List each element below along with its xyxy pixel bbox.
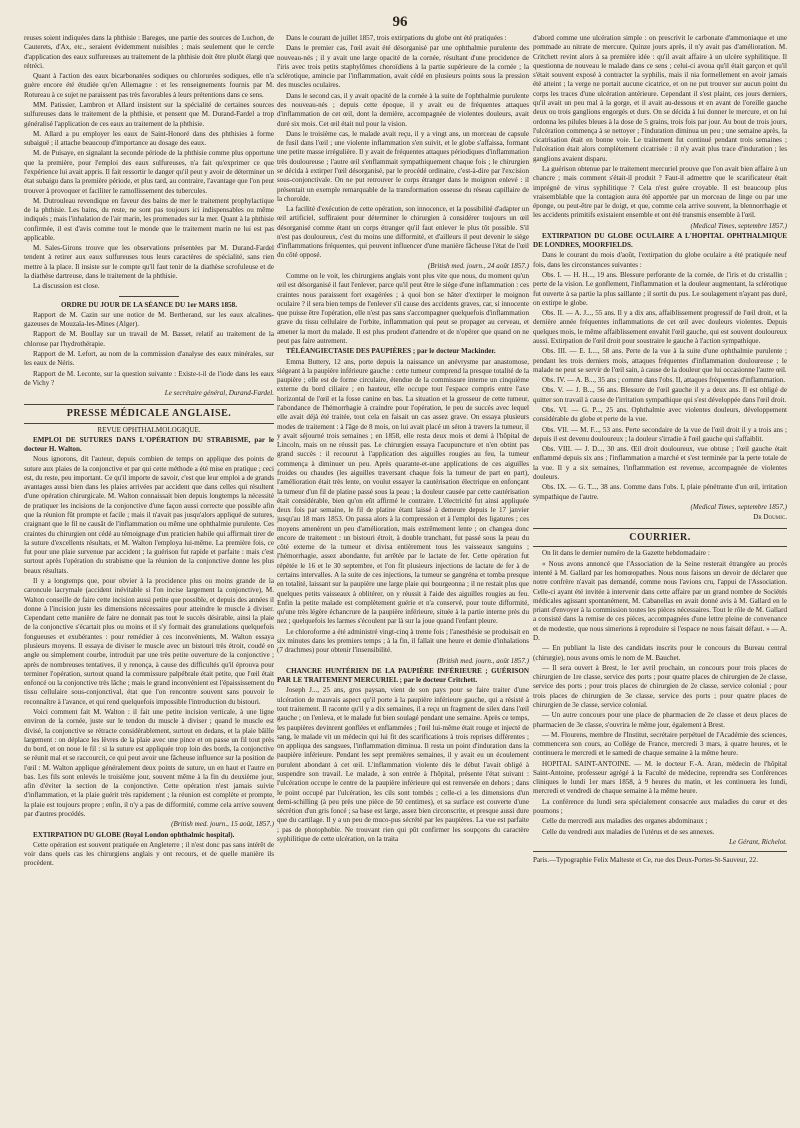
paragraph: Celle du mercredi aux maladies des organes abdominaux ; [542, 817, 708, 826]
paragraph: La facilité d'exécution de cette opération, son innocence, et la possibilité d'adapter un œil artificiel, suffiraient pour déterminer le chirurgien à considérer toujours un œil désorganisé comme étant un corps étranger qu'il faut enlever le plus tôt possible. S'il n'est pas douloureux, c'est du moins une difformité, et d'ailleurs il peut devenir le siège d'inflammations fréquentes, qui peuvent influencer d'une manière fâcheuse l'état de l'œil du côté opposé. [277, 205, 529, 260]
paragraph: M. Allard a pu employer les eaux de Saint-Honoré dans des phthisies à forme subaiguë ; il attache beaucoup d'importance au dosage des eaux. [24, 129, 274, 148]
signature: Dr Doumic. [753, 513, 787, 522]
article-heading: EXTIRPATION DU GLOBE OCULAIRE A L'HOPITAL OPHTHALMIQUE DE LONDRES, MOORFIELDS. [533, 231, 787, 250]
paragraph: M. Sales-Girons trouve que les observations présentées par M. Durand-Fardel tendent à retirer aux eaux sulfureuses tous leurs caractères de spécialité, sans rien mettre à la place. Il insiste sur le compte qu'il faut tenir de la diathèse scrofuleuse et de la diathèse dartreuse, dans le traitement de la phthisie. [24, 244, 274, 281]
paragraph: — Un autre concours pour une place de pharmacien de 2e classe et deux places de pharmacien de 3e classe, s'ouvrira le même jour, également à Brest. [533, 711, 787, 729]
citation: (Medical Times, septembre 1857.) [690, 221, 787, 230]
paragraph: La discussion est close. [33, 282, 100, 291]
divider [533, 851, 787, 852]
paragraph: — Il sera ouvert à Brest, le 1er avril prochain, un concours pour trois places de chirurgien de 1re classe, service des ports ; pour quatre places de chirurgien de 2e classe, service des ports ; pour trois places de chirurgien de 2e classe, service colonial ; pour trois places de chirurgien de 3e classe, service des ports ; pour quatre places de chirurgien de 3e classe, service colonial. [533, 663, 787, 709]
observation: Obs. VI. — G. P..., 25 ans. Ophthalmie avec violentes douleurs, développement considérable du globe et perte de la vue. [533, 405, 787, 424]
page-number: 96 [392, 14, 408, 30]
gerant-signature: Le Gérant, Richelot. [729, 837, 787, 846]
paragraph: Il y a longtemps que, pour obvier à la procidence plus ou moins grande de la caroncule lacrymale (accident inévitable si l'on incise largement la conjonctive), M. Walton conseille de faire cette incision aussi petite que possible, et depuis des années il donne à l'incision juste les dimensions nécessaires pour atteindre le muscle à diviser. Cependant cette manière de faire ne donnait pas tout le succès désirable, ainsi la plaie de la conjonctive s'écartait plus ou moins et il s'y formait des granulations quelquefois fongueuses et exubérantes : pour remédier à ces inconvénients, M. Walton essaya plusieurs moyens. Il essaya de diviser le muscle avec un bistouri très étroit, coudé en angle ou simplement courbe, introduit par une très petite ouverture de la conjonctive ; après de nombreuses tentatives, il y renonça, à cause des difficultés qu'il éprouva pour terminer l'opération, surtout quand la commissure palpébrale était petite, que l'œil était enfoncé ou la conjonctive très lâche ; mais le grand inconvénient est l'épaississement du tissu cellulaire sous-conjonctival, état que l'on rencontre souvent sans pouvoir le reconnaître à l'avance, et qui rend quelquefois impossible l'introduction du bistouri. [24, 577, 274, 706]
paragraph: Quant à l'action des eaux bicarbonatées sodiques ou chlorurées sodiques, elle n'a guère encore été étudiée qu'en Allemagne : et les renseignements fournis par M. Rotureau à ce sujet ne paraissent pas très favorables à leurs prétentions dans ce sens. [24, 72, 274, 99]
article-heading: TÉLÉANGIECTASIE DES PAUPIÈRES ; par le docteur Mackinder. [286, 347, 496, 356]
paragraph: Dans le troisième cas, le malade avait reçu, il y a vingt ans, un morceau de capsule de fusil dans l'œil ; une violente inflammation s'en suivit, et le globe s'affaissa, formant une petite masse irrégulière. Il y avait de fréquentes attaques périodiques d'inflammation très douloureuse ; l'autre œil s'enflammait sympathiquement chaque fois ; le chirurgien se décida à extirper l'œil désorganisé, par le procédé ordinaire, c'est-à-dire par l'excision sous-conjonctivale. On ne put retrouver le corps étranger dans le moignon enlevé : il présentait un exemple remarquable de la transformation osseuse du réseau capillaire de la choroïde. [277, 129, 529, 203]
paragraph: Dans le courant de juillet 1857, trois extirpations du globe ont été pratiquées : [286, 34, 507, 42]
paragraph: Dans le second cas, il y avait opacité de la cornée à la suite de l'ophthalmie purulente des nouveau-nés ; depuis cette époque, il y avait eu de fréquentes attaques d'inflammation de cet œil, dont la dernière, accompagnée de violentes douleurs, avait duré six mois. Cet œil était nul pour la vision. [277, 91, 529, 128]
citation: (British med. journ., 15 août, 1857.) [171, 820, 274, 829]
column-left [24, 34, 274, 1114]
imprint: Paris.—Typographie Felix Malteste et Ce, rue des Deux-Portes-St-Sauveur, 22. [533, 856, 758, 865]
article-heading: EMPLOI DE SUTURES DANS L'OPÉRATION DU STRABISME, par le docteur H. Walton. [24, 435, 274, 454]
paragraph: M. de Puisaye, en signalant la seconde période de la phthisie comme plus opportune que la première, pour l'emploi des eaux sulfureuses, n'a fait qu'exprimer ce que l'expérience lui avait appris. Il fait ressortir le danger qu'il peut y avoir de déterminer un état subaigu dans la première période, et plus tard, au contraire, l'avantage que l'on peut trouver à provoquer et faciliter le ramollissement des tubercules. [24, 149, 274, 195]
section-title: COURRIER. [533, 528, 787, 547]
divider [119, 296, 179, 297]
paragraph: La guérison obtenue par le traitement mercuriel prouve que l'on avait bien affaire à un chancre ; mais comment s'était-il produit ? Faut-il admettre que le scarificateur était imprégné de virus syphilitique ? Cela n'est guère croyable. Il est beaucoup plus vraisemblable que la contagion aura été apportée par un morceau de linge ou par une éponge, ou peut-être par le doigt, et que, comme cela arrive souvent, la blennorrhagie et les accidents primitifs existaient ensemble et ont été transmis ensemble à l'œil. [533, 164, 787, 220]
paragraph: reuses soient indiquées dans la phthisie : Bareges, une partie des sources de Luchon, de Cauterets, d'Ax, etc., seraient évidemment nuisibles ; mais seulement que le cercle d'application des eaux sulfureuses au traitement de la phthisie doit être plutôt élargi que rétréci. [24, 34, 274, 70]
observation: Obs. I. — H. H..., 19 ans. Blessure perforante de la cornée, de l'iris et du cristallin ; perte de la vision. Le gonflement, l'inflammation et la douleur augmentant, la sclérotique fut ouverte à sa partie la plus saillante ; il sortit du pus. Le soulagement n'ayant pas duré, on extirpe le globe. [533, 271, 787, 307]
paragraph: HOPITAL SAINT-ANTOINE. — M. le docteur F.-A. Aran, médecin de l'hôpital Saint-Antoine, professeur agrégé à la Faculté de médecine, reprendra ses Conférences cliniques le lundi 1er mars 1858, à 9 heures du matin, et les continuera les lundi, mercredi et vendredi de chaque semaine à la même heure. [533, 759, 787, 796]
paragraph: Nous ignorons, dit l'auteur, depuis combien de temps on applique des points de suture aux plaies de la conjonctive et par qui cette méthode a été mise en pratique ; ceci est, du reste, peu important. Ce qu'il importe de savoir, c'est que leur emploi a de grands avantages aussi bien dans les plaies arrivées par accident que dans celles qui résultent d'une opération chirurgicale. M. Walton connaissait bien depuis longtemps la nécessité de pratiquer les incisions de la conjonctive d'une façon aussi correcte que possible afin que la réunion fût prompte et facile ; mais il n'avait pas jusqu'alors appliqué de sutures, craignant que le fil ne causât de l'inflammation ou même une ophthalmie purulente. Ces craintes du chirurgien ont cédé au témoignage d'un praticien habile qui affirmait tirer de la suture d'excellents résultats, et M. Walton l'employa lui-même. La première fois, ce fut pour une plaie survenue par accident ; la guérison fut rapide et parfaite : mais c'est surtout après l'opération du strabisme que la réunion de la conjonctive donne les plus beaux résultats. [24, 455, 274, 575]
paragraph: « Nous avons annoncé que l'Association de la Seine resterait étrangère au procès intenté à M. Gallard par les homœopathes. Nous nous faisons un devoir de déclarer que notre confrère n'avait pas demandé, comme nous l'avions cru, l'appui de l'Association. Celle-ci ayant été invitée à intervenir dans cette affaire par un grand nombre de Sociétés médicales agissant spontanément, M. Cabanellas en avait donné avis à M. Gallard en le priant d'envoyer à la commission toutes les pièces nécessaires. Tout le rôle de M. Gallard a consisté dans la remise de ces pièces, accompagnées d'une lettre pleine de convenance et de modestie, que nous simerions à reproduire si l'espace ne nous faisait défaut. » — A. D. [533, 559, 787, 642]
citation: (Medical Times, septembre 1857.) [690, 502, 787, 511]
observation: Obs. VII. — M. F..., 53 ans. Perte secondaire de la vue de l'œil droit il y a trois ans ; depuis il est devenu douloureux ; la douleur s'irradie à l'œil gauche qui s'affaiblit. [533, 425, 787, 443]
agenda-heading: ORDRE DU JOUR DE LA SÉANCE DU 1er MARS 1858. [60, 300, 238, 309]
observation: Obs. V. — J. B..., 56 ans. Blessure de l'œil gauche il y a deux ans. Il est obligé de quitter son travail à cause de l'irritation sympathique qui s'est développée dans l'œil droit. [533, 386, 787, 404]
paragraph: Cette opération est souvent pratiquée en Angleterre ; il n'est donc pas sans intérêt de voir dans quels cas les chirurgiens anglais y ont recours, et de quelle manière ils procèdent. [24, 840, 274, 868]
agenda-item: Rapport de M. Cazin sur une notice de M. Bertherand, sur les eaux alcalines-gazeuses de Mouzaïa-les-Mines (Alger). [24, 310, 274, 329]
article-heading: EXTIRPATION DU GLOBE (Royal London ophthalmic hospital). [33, 830, 235, 839]
observation: Obs. VIII. — J. D..., 30 ans. Œil droit douloureux, vue obtuse ; l'œil gauche était enflammé depuis six ans ; l'inflammation a marché et s'est terminée par la perte totale de la vue. Il y a six semaines, l'inflammation est revenue, accompagnée de violentes douleurs. [533, 445, 787, 481]
agenda-item: Rapport de M. Lefort, au nom de la commission d'analyse des eaux minérales, sur les eaux de Néris. [24, 350, 274, 368]
subsection-title: REVUE OPHTHALMOLOGIQUE. [97, 425, 201, 434]
observation: Obs. II. — A. J..., 55 ans. Il y a dix ans, affaiblissement progressif de l'œil droit, et la dernière année fréquentes inflammations de cet œil avec douleurs violentes. Depuis quelques mois, le même affaiblissement envahit l'œil gauche, qui est souvent douloureux aussi. Extirpation de l'œil droit pour soustraire le gauche à l'action sympathique. [533, 309, 787, 345]
paragraph: Dans le premier cas, l'œil avait été désorganisé par une ophthalmie purulente des nouveau-nés ; il y avait une large opacité de la cornée, résultant d'une procidence de l'iris avec trois petits staphylômes choroïdiens à la partie supérieure de la cornée ; la sclérotique, amincie par l'inflammation, avait cédé en plusieurs points sous la pression des muscles oculaires. [277, 44, 529, 90]
paragraph: MM. Patissier, Lambron et Allard insistent sur la spécialité de certaines sources sulfureuses dans le traitement de la phthisie, et pensent que M. Durand-Fardel a trop généralisé l'application de ces eaux au traitement de la phthisie. [24, 100, 274, 128]
article-heading: CHANCRE HUNTÉRIEN DE LA PAUPIÈRE INFÉRIEURE ; GUÉRISON PAR LE TRAITEMENT MERCURIEL ; par le docteur Critchett. [277, 666, 529, 685]
paragraph: M. Dutrouleau revendique en faveur des bains de mer le traitement prophylactique de la phthisie. Les bains, du reste, ne sont pas toujours ici indispensables ou même indiqués ; mais l'inhalation de l'air marin, les promenades sur la mer. Quant à la phthisie confirmée, il est d'avis comme tout le monde que le traitement marin ne lui est pas applicable. [24, 196, 274, 242]
column-right [533, 34, 787, 1114]
observation: Obs. IX. — G. T..., 38 ans. Comme dans l'obs. I, plaie pénétrante d'un œil, irritation sympathique de l'autre. [533, 483, 787, 501]
paragraph: — En publiant la liste des candidats inscrits pour le concours du Bureau central (chirurgie), nous avons omis le nom de M. Bauchet. [533, 644, 787, 662]
agenda-item: Rapport de M. Leconte, sur la question suivante : Existe-t-il de l'iode dans les eaux de Vichy ? [24, 369, 274, 387]
paragraph: — M. Flourens, membre de l'Institut, secrétaire perpétuel de l'Académie des sciences, commencera son cours, au Collége de France, mercredi 3 mars, à quatre heures, et le continuera le mercredi et le samedi de chaque semaine à la même heure. [533, 730, 787, 758]
paragraph: Dans le courant du mois d'août, l'extirpation du globe oculaire a été pratiquée neuf fois, dans les circonstances suivantes : [533, 251, 787, 269]
section-title: PRESSE MÉDICALE ANGLAISE. [24, 404, 274, 423]
paragraph: d'abord comme une ulcération simple : on prescrivit le carbonate d'ammoniaque et une pommade au nitrate de mercure. Quinze jours après, il n'y avait pas d'amélioration. M. Critchett revint alors à sa première idée : qu'il avait affaire à un ulcère syphilitique. Il questionna de nouveau le malade dans ce sens ; celui-ci avoua qu'il était garçon et qu'il s'était souvent exposé à contracter la syphilis, mais il nia formellement en avoir jamais été atteint ; la verge ne portait aucune cicatrice, et on ne put trouver sur aucun point du corps les traces d'une ulcération antérieure. Cependant il s'est plaint, ces jours derniers, qu'il avait un peu mal à la gorge, et il avait au-dessous et en avant de l'oreille gauche deux ou trois ganglions engorgés et durs. On se décida à lui donner le mercure, et on lui ordonna les pilules bleues à la dose de 5 grains, trois fois par jour. Au bout de trois jours, l'ulcération commença à se nettoyer ; l'induration diminua un peu ; une semaine après, la cicatrisation était en bonne voie. Le traitement fut continué pendant trois semaines ; l'ulcération était alors complètement cicatrisée : il n'y avait plus trace d'induration ; les ganglions avaient disparu. [533, 34, 787, 163]
paragraph: Joseph J..., 25 ans, gros paysan, vient de son pays pour se faire traiter d'une ulcération de mauvais aspect qu'il porte à la paupière inférieure gauche, qui a résisté à tout traitement. Il raconte qu'il y a dix semaines, il a reçu un fragment de silex dans l'œil gauche ; on l'enleva, et le malade fut bien soulagé pendant une semaine. Après ce temps, les paupières devinrent gonflées et enflammées ; l'œil lui-même était rouge et injecté de sang, le malade vit un médecin qui lui fit des scarifications à trois reprises différentes ; on appliqua des sangsues, l'inflammation diminua. Il resta un point d'induration dans la paupière inférieure. Pendant les sept premières semaines, il y avait eu un écoulement purulent abondant à cet œil. L'inflammation violente dès le début l'avait obligé à suspendre son travail. Le malade, à son entrée à l'hôpital, présente l'état suivant : l'ulcération occupe le centre de la paupière inférieure qui est renversée en dehors ; dans le point occupé par l'ulcération, les cils sont tombés ; celle-ci a les dimensions d'un demi-schilling (à peu près une pièce de 50 centimes), et sa surface est couverte d'une sécrétion d'un gris foncé ; sa base est large, assez bien circonscrite, et presque aussi dure que du cartilage. Il y a un peu de muco-pus sécrété par les paupières. La vue est parfaite ; pas de photophobie. Ne trouvant rien qui pût confirmer les soupçons du caractère syphilitique de cette ulcération, on la traita [277, 686, 529, 843]
signature: Le secrétaire général, Durand-Fardel. [164, 389, 274, 398]
paragraph: Celle du vendredi aux maladies de l'utérus et de ses annexes. [542, 827, 715, 836]
observation: Obs. IV. — A. B..., 35 ans ; comme dans l'obs. II, attaques fréquentes d'inflammation. [542, 376, 786, 385]
paragraph: Emma Buttery, 12 ans, porte depuis la naissance un anévrysme par anastomose, siégeant à la paupière inférieure gauche : cette tumeur comprend la presque totalité de la paupière ; elle est de forme circulaire, étendue de la commissure interne un cinquième externe du bord ciliaire ; en hauteur, elle occupe tout l'espace compris entre l'axe horizontal de l'œil et la fosse canine en bas. La situation et la grosseur de cette tumeur, l'abondance de l'hémorrhagie à craindre pour l'opération, le peu de succès avec lequel elle avait déjà été traitée, tout cela en faisait un cas assez grave. On essaya plusieurs modes de traitement : à l'âge de 8 mois, on lui avait placé un séton à travers la tumeur, il y avait séjourné trois semaines ; en 1858, elle resta deux mois et demi à l'hôpital de Lincoln, mais on ne réussit pas. Le chirurgien essaya l'acupuncture et n'en obtint pas grand succès : il recourut à l'application des aiguilles rougies au feu, la tumeur commença à diminuer un peu. Après quarante-et-une applications de ces aiguilles froides ou chaudes (les aiguilles traversant chaque fois la tumeur de part en part), l'amélioration était très lente, on voulut essayer la cautérisation électrique en enfonçant la tumeur d'un fil de platine passé sous la peau ; la douleur causée par cette cautérisation était considérable, bien qu'on eût affirmé le contraire. L'électricité fut ainsi appliquée deux fois par semaine, le fil de platine étant laissé à demeure depuis le 17 janvier jusqu'au 18 mars 1853. On passa alors à la compression et à l'emploi des ligatures ; ces moyens amenèrent un peu d'amélioration, mais extrêmement lente ; on changea donc encore de traitement : un bistouri étroit, à double tranchant, fut passé sous la peau du côté externe de la tumeur et divisa entièrement tous les vaisseaux sanguins ; l'hémorrhagie, assez abondante, fut arrêtée par le lactate de fer. Cette opération fut répétée le 16 et le 30 septembre, et l'on fit plusieurs injections de lactate de fer à de certains intervalles. A la suite de ces injections, la tumeur se gangréna et tomba presque en totalité, laissant sur la paupière une large plaie qui bourgeonna ; il ne restait plus que quelques petits vaisseaux à oblitérer, on y réussit à l'aide des aiguilles rougies au feu. Enfin la petite malade est complètement guérie et n'a conservé, pour toute difformité, qu'une très légère échancrure de la paupière inférieure, située à la partie interne près du nez ; quelquefois les larmes s'écoulent par là sur la joue quand l'enfant pleure. [277, 357, 529, 626]
citation: (British med. journ., 24 août 1857.) [427, 261, 529, 270]
paragraph: Comme on le voit, les chirurgiens anglais vont plus vite que nous, du moment qu'un œil est désorganisé il faut l'enlever, parce qu'il peut être le siège d'une inflammation : ces craintes nous paraissent fort exagérées ; à quoi bon se hâter d'extirper le moignon oculaire ? il sera bien temps de l'enlever s'il cause des accidents graves, car, si innocente que puisse être l'opération, elle n'est pas sans s'accompagner quelquefois d'inflammation grave du tissu cellulaire de l'orbite, inflammation qui peut se propager au cerveau, et amener la mort du malade. Il est plus prudent d'attendre et de n'opérer que quand on ne peut pas faire autrement. [277, 272, 529, 345]
observation: Obs. III. — E. L..., 58 ans. Perte de la vue à la suite d'une ophthalmie purulente ; pendant les trois derniers mois, attaques fréquentes d'inflammation douloureuse ; le malade ne peut se servir de l'œil sain, à cause de la douleur que lui occasionne l'autre œil. [533, 347, 787, 374]
paragraph: Voici comment fait M. Walton : il fait une petite incision verticale, à une ligne environ de la cornée, juste sur le tendon du muscle à diviser ; quand le muscle est divisé, la conjonctive se rétracte considérablement, surtout en dedans, et la plaie bâille largement : on déplace les lèvres de la plaie avec une pince et on passe un fil tout près du bord, et on noue le fil : si la suture est appliquée trop loin des bords, la conjonctive se réunit mal et se raccourcit, ce qui peut avoir une fâcheuse influence sur la position de l'œil : M. Walton applique généralement deux points de suture, un en haut et l'autre en bas. Les fils sont enlevés le troisième jour, souvent même à la fin du deuxième jour, afin d'éviter la section de la conjonctive. Cette opération n'est jamais suivie d'inflammation, et la plaie guérit très rapidement ; la réunion est complète et prompte, la plaie est toujours propre ; enfin, il n'y a pas de difformité, comme cela arrive souvent par d'autres procédés. [24, 707, 274, 819]
citation: (British med. journ., août 1857.) [436, 656, 529, 665]
column-middle [277, 34, 529, 1114]
paragraph: Le chloroforme a été administré vingt-cinq à trente fois ; l'anesthésie se produisait en six minutes dans les premiers temps ; à la fin, il fallait une heure et demie d'inhalations (7 drachmes) pour obtenir l'insensibilité. [277, 627, 529, 655]
paragraph: La conférence du lundi sera spécialement consacrée aux maladies du cœur et des poumons ; [533, 797, 787, 816]
agenda-item: Rapport de M. Boullay sur un travail de M. Basset, relatif au traitement de la chlorose par l'hydrothérapie. [24, 330, 274, 348]
paragraph: On lit dans le dernier numéro de la Gazette hebdomadaire : [542, 549, 710, 558]
